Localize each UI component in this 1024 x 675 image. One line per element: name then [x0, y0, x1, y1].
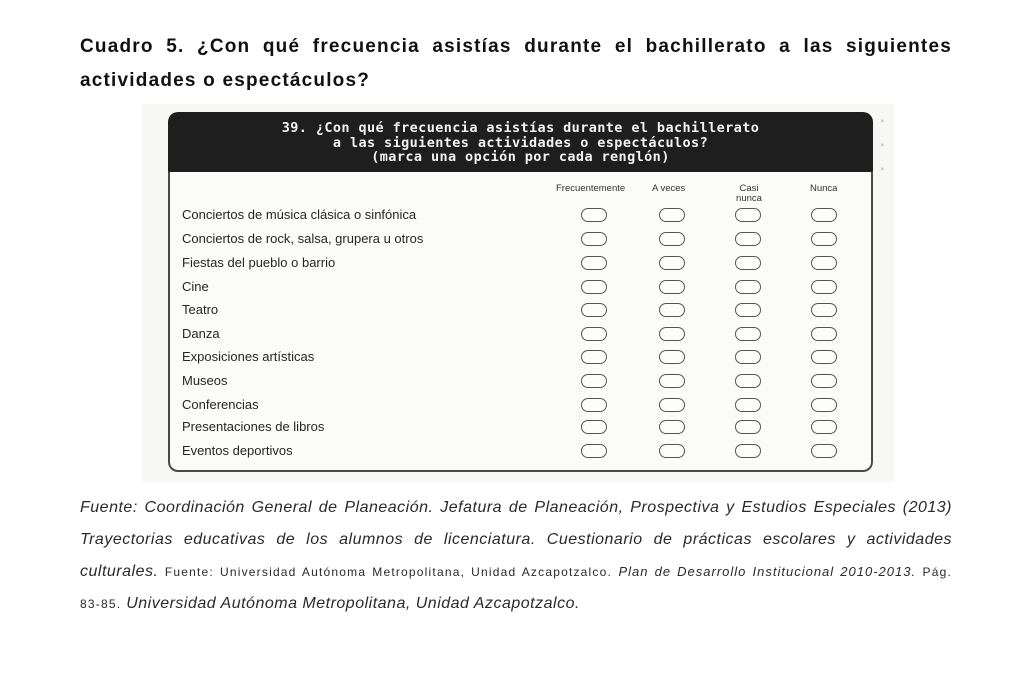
column-header-nunca: Nunca — [810, 183, 838, 194]
questionnaire-scan — [142, 104, 894, 482]
option-bubble[interactable] — [659, 420, 685, 434]
option-bubble[interactable] — [811, 232, 837, 246]
option-bubble[interactable] — [735, 208, 761, 222]
option-bubble[interactable] — [581, 208, 607, 222]
option-bubble[interactable] — [811, 280, 837, 294]
option-bubble[interactable] — [735, 303, 761, 317]
column-header-casi-nunca: Casi nunca — [736, 183, 762, 204]
source-university: Universidad Autónoma Metropolitana, Unidad Azcapotzalco. — [126, 595, 580, 612]
option-bubble[interactable] — [735, 256, 761, 270]
option-bubble[interactable] — [659, 303, 685, 317]
option-bubble[interactable] — [659, 350, 685, 364]
source-citation: Fuente: Coordinación General de Planeación. Jefatura de Planeación, Prospectiva y Estudios Especiales (2013) Trayectorias educativas de los alumnos de licenciatura. Cuestionario de prácticas escolares y actividades culturales. — [80, 499, 952, 580]
option-bubble[interactable] — [659, 444, 685, 458]
option-bubble[interactable] — [659, 374, 685, 388]
row-label: Museos — [182, 373, 228, 388]
row-label: Conferencias — [182, 397, 259, 412]
option-bubble[interactable] — [581, 398, 607, 412]
option-bubble[interactable] — [581, 327, 607, 341]
source-institution: Fuente: Universidad Autónoma Metropolitana, Unidad Azcapotzalco. — [164, 565, 613, 579]
row-label: Conciertos de rock, salsa, grupera u otros — [182, 231, 424, 246]
source-pages: Pág. 83-85. — [80, 565, 953, 611]
option-bubble[interactable] — [581, 374, 607, 388]
row-label: Conciertos de música clásica o sinfónica — [182, 207, 417, 222]
option-bubble[interactable] — [581, 350, 607, 364]
option-bubble[interactable] — [659, 398, 685, 412]
option-bubble[interactable] — [659, 327, 685, 341]
question-header — [168, 112, 873, 174]
option-bubble[interactable] — [659, 280, 685, 294]
column-header-frecuentemente: Frecuentemente — [556, 183, 626, 194]
source-plan: Plan de Desarrollo Institucional 2010-2013. — [618, 564, 917, 579]
row-label: Cine — [182, 279, 209, 294]
option-bubble[interactable] — [735, 350, 761, 364]
option-bubble[interactable] — [811, 398, 837, 412]
option-bubble[interactable] — [811, 303, 837, 317]
response-grid — [168, 172, 873, 472]
row-label: Teatro — [182, 302, 219, 317]
row-label: Presentaciones de libros — [182, 419, 325, 434]
option-bubble[interactable] — [735, 280, 761, 294]
row-label: Fiestas del pueblo o barrio — [182, 255, 336, 270]
option-bubble[interactable] — [659, 256, 685, 270]
option-bubble[interactable] — [581, 232, 607, 246]
option-bubble[interactable] — [581, 256, 607, 270]
question-header-line: (marca una opción por cada renglón) — [371, 149, 670, 165]
option-bubble[interactable] — [735, 232, 761, 246]
row-label: Eventos deportivos — [182, 443, 293, 458]
option-bubble[interactable] — [659, 208, 685, 222]
option-bubble[interactable] — [735, 374, 761, 388]
caption-title: Cuadro 5. ¿Con qué frecuencia asistías durante el bachillerato a las siguientes actividades o espectáculos? — [80, 36, 952, 91]
bleed-through-mark: ▪ — [880, 140, 884, 151]
bleed-through-mark: ▪ — [880, 164, 884, 175]
option-bubble[interactable] — [811, 208, 837, 222]
option-bubble[interactable] — [811, 374, 837, 388]
option-bubble[interactable] — [581, 303, 607, 317]
row-label: Exposiciones artísticas — [182, 349, 315, 364]
option-bubble[interactable] — [735, 444, 761, 458]
option-bubble[interactable] — [581, 420, 607, 434]
bleed-through-mark: ▪ — [880, 116, 884, 127]
option-bubble[interactable] — [659, 232, 685, 246]
option-bubble[interactable] — [581, 444, 607, 458]
option-bubble[interactable] — [735, 420, 761, 434]
option-bubble[interactable] — [735, 398, 761, 412]
question-header-line: a las siguientes actividades o espectáculos? — [332, 134, 709, 151]
option-bubble[interactable] — [735, 327, 761, 341]
option-bubble[interactable] — [811, 444, 837, 458]
option-bubble[interactable] — [811, 350, 837, 364]
question-header-line: 39. ¿Con qué frecuencia asistías durante el bachillerato — [281, 120, 760, 136]
option-bubble[interactable] — [811, 327, 837, 341]
source-note — [80, 492, 952, 620]
column-header-a-veces: A veces — [652, 183, 686, 194]
option-bubble[interactable] — [811, 420, 837, 434]
row-label: Danza — [182, 326, 220, 341]
option-bubble[interactable] — [581, 280, 607, 294]
option-bubble[interactable] — [811, 256, 837, 270]
